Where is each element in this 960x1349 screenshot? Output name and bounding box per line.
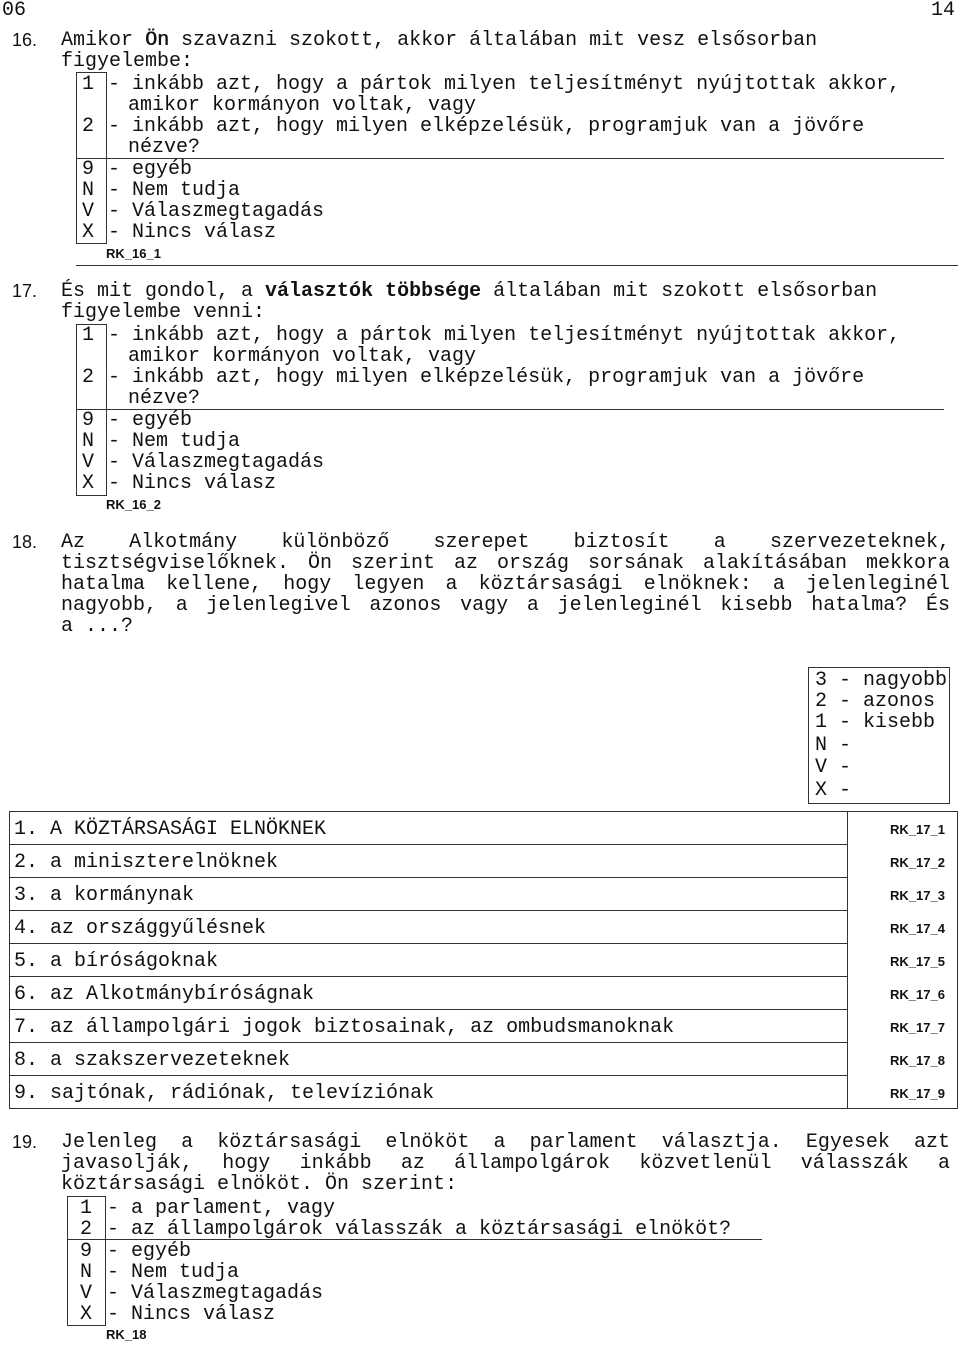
question-text-line: nagyobb, a jelenlegivel azonos vagy a jelenleginél kisebb hatalma? És xyxy=(61,594,950,617)
option-code: 1 xyxy=(82,324,95,347)
table-row-label: 5. a bíróságoknak xyxy=(14,950,219,973)
option-text: - Nem tudja xyxy=(108,179,241,202)
question-text-line: Az Alkotmány különböző szerepet biztosít a szervezeteknek, xyxy=(61,531,950,554)
table-row-label: 4. az országgyűlésnek xyxy=(14,917,267,940)
table-row-var: RK_17_1 xyxy=(890,822,945,837)
option-code: 2 xyxy=(82,366,95,389)
table-row-var: RK_17_3 xyxy=(890,888,945,903)
option-code: V xyxy=(82,451,95,474)
option-text: - Válaszmegtagadás xyxy=(107,1282,324,1305)
scale-option: 3 - nagyobb xyxy=(815,669,948,692)
table-row-label: 2. a miniszterelnöknek xyxy=(14,851,279,874)
option-text: amikor kormányon voltak, vagy xyxy=(128,94,477,117)
table-row-label: 1. A KÖZTÁRSASÁGI ELNÖKNEK xyxy=(14,818,327,841)
variable-code: RK_18 xyxy=(106,1327,147,1342)
option-code: 9 xyxy=(82,158,95,181)
option-code: 2 xyxy=(82,115,95,138)
scale-option: 2 - azonos xyxy=(815,690,936,713)
option-code: N xyxy=(82,430,95,453)
option-text: nézve? xyxy=(128,136,201,159)
option-text: - Nincs válasz xyxy=(108,221,277,244)
option-text: - Nem tudja xyxy=(107,1261,240,1284)
table-row-var: RK_17_7 xyxy=(890,1020,945,1035)
variable-code: RK_16_1 xyxy=(106,246,161,261)
question-text-line: Amikor Ön szavazni szokott, akkor általában mit vesz elsősorban xyxy=(61,29,818,52)
scale-option: V - xyxy=(815,756,852,779)
option-text: - inkább azt, hogy milyen elképzelésük, programjuk van a jövőre xyxy=(108,115,865,138)
option-text: - inkább azt, hogy milyen elképzelésük, programjuk van a jövőre xyxy=(108,366,865,389)
scale-option: X - xyxy=(815,779,852,802)
question-text-line: És mit gondol, a választók többsége általában mit szokott elsősorban xyxy=(61,280,878,303)
question-text-line: a ...? xyxy=(61,615,134,638)
table-row-label: 6. az Alkotmánybíróságnak xyxy=(14,983,315,1006)
table-row-label: 9. sajtónak, rádiónak, televíziónak xyxy=(14,1082,435,1105)
table-row-var: RK_17_5 xyxy=(890,954,945,969)
option-text: - Válaszmegtagadás xyxy=(108,200,325,223)
option-code: V xyxy=(82,200,95,223)
scale-option: N - xyxy=(815,734,852,757)
option-text: - egyéb xyxy=(108,409,193,432)
table-row-var: RK_17_8 xyxy=(890,1053,945,1068)
question-number: 17. xyxy=(12,281,38,301)
option-code: N xyxy=(82,179,95,202)
table-row-label: 7. az állampolgári jogok biztosainak, az ombudsmanoknak xyxy=(14,1016,675,1039)
table-row-label: 8. a szakszervezeteknek xyxy=(14,1049,291,1072)
question-number: 16. xyxy=(12,30,38,50)
option-text: - Válaszmegtagadás xyxy=(108,451,325,474)
option-code: V xyxy=(80,1282,93,1305)
table-row-var: RK_17_4 xyxy=(890,921,945,936)
question-text-line: hatalma kellene, hogy legyen a köztársasági elnöknek: a jelenleginél xyxy=(61,573,950,596)
option-code: X xyxy=(80,1303,93,1326)
scale-option: 1 - kisebb xyxy=(815,711,936,734)
question-text-line: figyelembe: xyxy=(61,50,194,73)
table-row-var: RK_17_2 xyxy=(890,855,945,870)
option-code: 9 xyxy=(82,409,95,432)
option-text: - egyéb xyxy=(108,158,193,181)
option-text: - a parlament, vagy xyxy=(107,1197,336,1220)
question-text-line: Jelenleg a köztársasági elnököt a parlament választja. Egyesek azt xyxy=(61,1131,950,1154)
option-text: amikor kormányon voltak, vagy xyxy=(128,345,477,368)
option-code: 1 xyxy=(80,1197,93,1220)
option-code: 9 xyxy=(80,1240,93,1263)
option-text: nézve? xyxy=(128,387,201,410)
table-row-label: 3. a kormánynak xyxy=(14,884,195,907)
page-number: 14 xyxy=(931,0,956,22)
option-text: - inkább azt, hogy a pártok milyen teljesítményt nyújtottak akkor, xyxy=(108,73,901,96)
question-number: 19. xyxy=(12,1132,38,1152)
option-code: N xyxy=(80,1261,93,1284)
question-number: 18. xyxy=(12,532,38,552)
option-code: 1 xyxy=(82,73,95,96)
option-code: X xyxy=(82,221,95,244)
option-text: - Nincs válasz xyxy=(107,1303,276,1326)
option-text: - inkább azt, hogy a pártok milyen teljesítményt nyújtottak akkor, xyxy=(108,324,901,347)
option-text: - Nincs válasz xyxy=(108,472,277,495)
option-code: 2 xyxy=(80,1218,93,1241)
variable-code: RK_16_2 xyxy=(106,497,161,512)
option-text: - egyéb xyxy=(107,1240,192,1263)
question-text-line: javasolják, hogy inkább az állampolgárok közvetlenül válasszák a xyxy=(61,1152,950,1175)
question-text-line: köztársasági elnököt. Ön szerint: xyxy=(61,1173,458,1196)
question-text-line: figyelembe venni: xyxy=(61,301,266,324)
table-row-var: RK_17_9 xyxy=(890,1086,945,1101)
table-row-var: RK_17_6 xyxy=(890,987,945,1002)
option-text: - Nem tudja xyxy=(108,430,241,453)
option-text: - az állampolgárok válasszák a köztársasági elnököt? xyxy=(107,1218,732,1241)
question-text-line: tisztségviselőknek. Ön szerint az ország sorsának alakításában mekkora xyxy=(61,552,950,575)
page-left-number: 06 xyxy=(2,0,27,22)
option-code: X xyxy=(82,472,95,495)
